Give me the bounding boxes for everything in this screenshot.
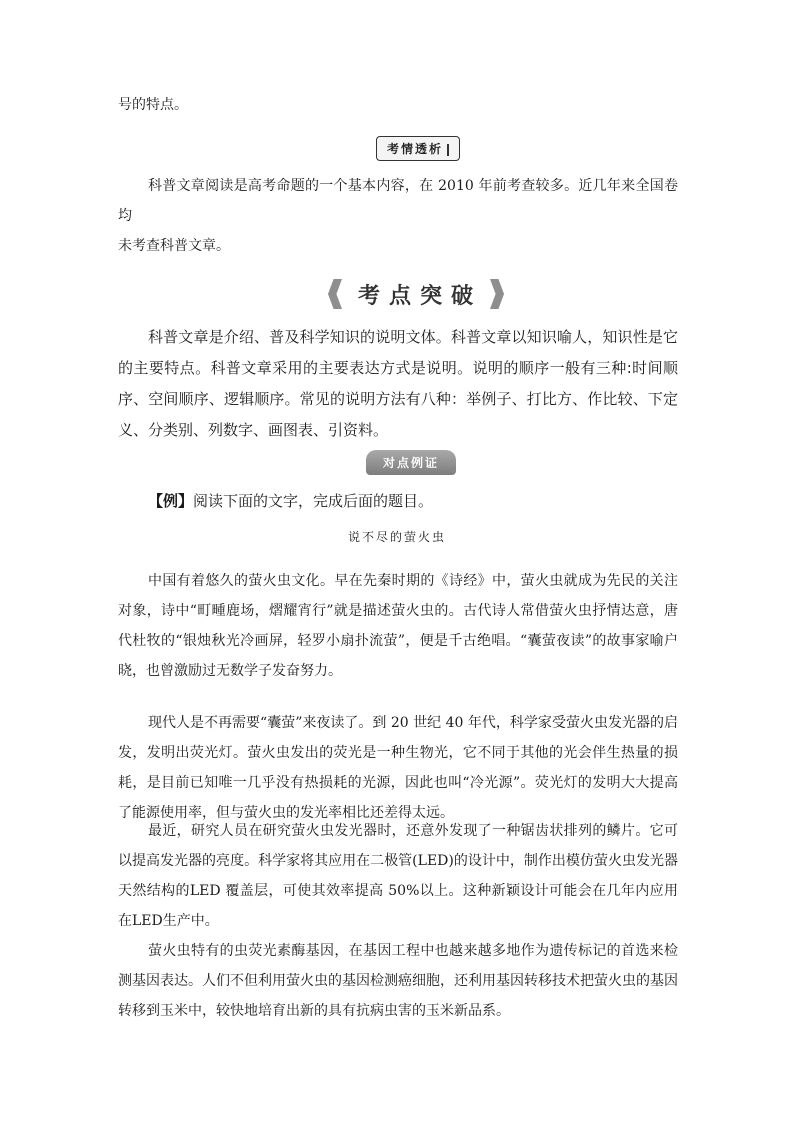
exam-analysis-paragraph <box>118 171 678 261</box>
article-title: 说不尽的萤火虫 <box>347 530 446 544</box>
article-paragraph-3: 最近，研究人员在研究萤火虫发光器时，还意外发现了一种锯齿状排列的鳞片。它可以提高发光器的亮度。科学家将其应用在二极管(LED)的设计中，制作出模仿萤火虫发光器天然结构的LED 覆盖层，可使其效率提高 50%以上。这种新颖设计可能会在几年内应用在LED生产中。 <box>118 823 678 929</box>
section-badge-exam-analysis <box>376 136 460 161</box>
example-prompt-line <box>118 486 678 517</box>
banner-left-bracket-icon <box>328 279 342 309</box>
section-badge-label: 考情透析 <box>387 142 444 156</box>
example-prompt: 阅读下面的文字，完成后面的题目。 <box>193 492 434 510</box>
top-fragment: 号的特点。 <box>118 97 188 113</box>
key-points-banner <box>328 277 504 311</box>
article-paragraph-4: 萤火虫特有的虫荧光素酶基因，在基因工程中也越来越多地作为遗传标记的首选来检测基因表达。人们不但利用萤火虫的基因检测癌细胞，还利用基因转移技术把萤火虫的基因转移到玉米中，较快地培育出新的具有抗病虫害的玉米新品系。 <box>118 943 678 1019</box>
badge-tick-mark <box>447 144 449 156</box>
intro-paragraph: 科普文章是介绍、普及科学知识的说明文体。科普文章以知识喻人，知识性是它的主要特点。科普文章采用的主要表达方式是说明。说明的顺序一般有三种:时间顺序、空间顺序、逻辑顺序。常见的说明方法有八种：举例子、打比方、作比较、下定义、分类别、列数字、画图表、引资料。 <box>118 328 678 439</box>
article-paragraph-1: 中国有着悠久的萤火虫文化。早在先秦时期的《诗经》中，萤火虫就成为先民的关注对象，诗中“町畽鹿场，熠耀宵行”就是描述萤火虫的。古代诗人常借萤火虫抒情达意，唐代杜牧的“银烛秋光冷画屏，轻罗小扇扑流萤”，便是千古绝唱。“囊萤夜读”的故事家喻户晓，也曾激励过无数学子发奋努力。 <box>118 573 678 679</box>
banner-title: 考点突破 <box>358 283 483 309</box>
example-tag: 【例】 <box>148 492 194 510</box>
section-badge-examples: 对点例证 <box>366 450 456 475</box>
exam-analysis-line-1: 科普文章阅读是高考命题的一个基本内容，在 2010 年前考查较多。近几年来全国卷均 <box>118 178 678 224</box>
article-paragraph-2: 现代人是不再需要“囊萤”来夜读了。到 20 世纪 40 年代，科学家受萤火虫发光器的启发，发明出荧光灯。萤火虫发出的荧光是一种生物光，它不同于其他的光会伴生热量的损耗，是目前已知唯一几乎没有热损耗的光源，因此也叫“冷光源”。荧光灯的发明大大提高了能源使用率，但与萤火虫的发光率相比还差得太远。 <box>118 715 678 821</box>
exam-analysis-line-2: 未考查科普文章。 <box>118 238 230 254</box>
banner-right-bracket-icon <box>490 279 504 309</box>
